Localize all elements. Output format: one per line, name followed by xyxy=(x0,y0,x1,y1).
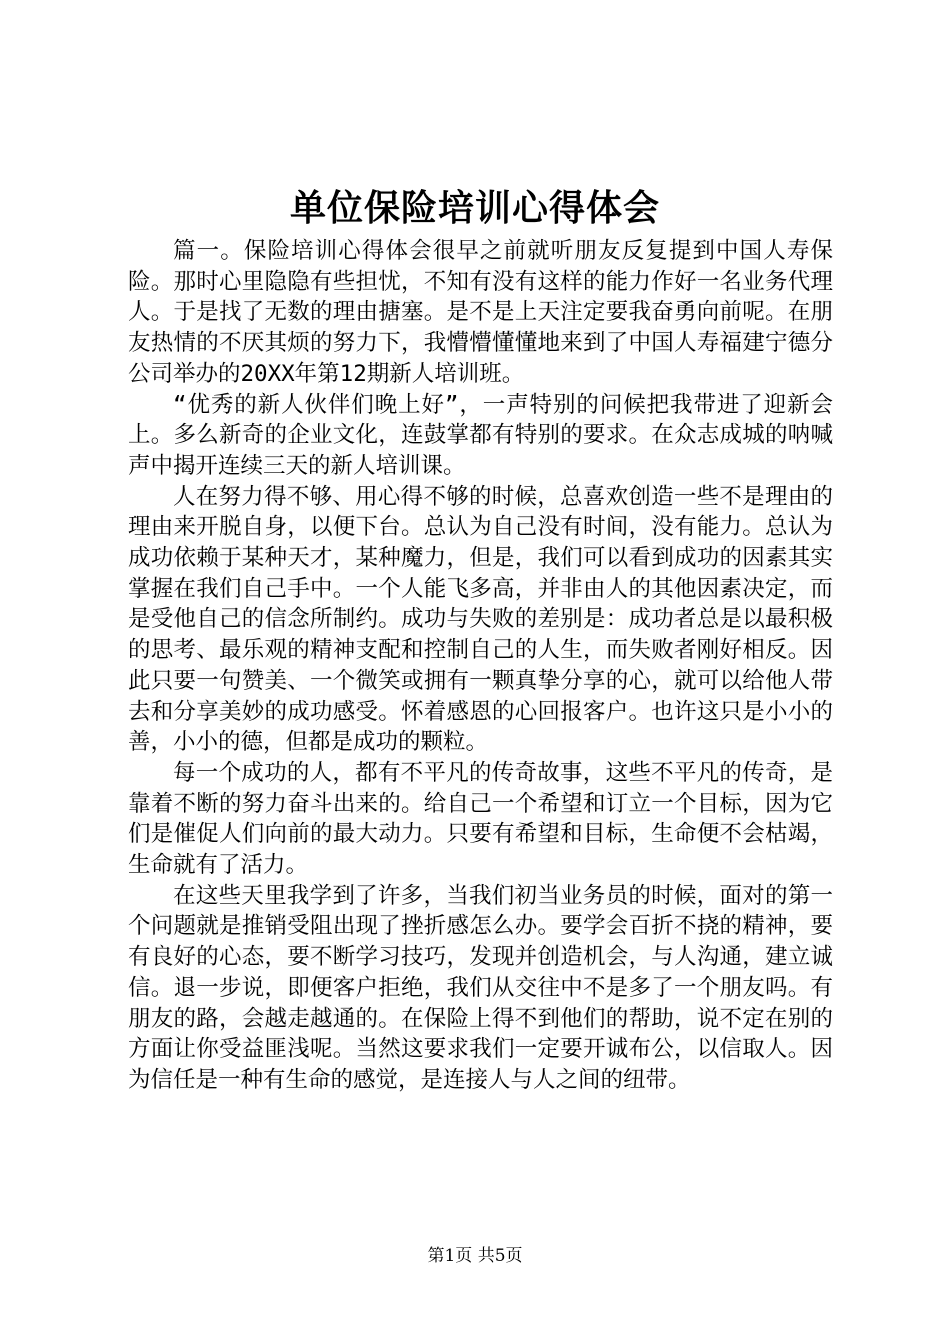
paragraph-1: 篇一。保险培训心得体会很早之前就听朋友反复提到中国人寿保险。那时心里隐隐有些担忧，不知有没有这样的能力作好一名业务代理人。于是找了无数的理由搪塞。是不是上天注定要我奋勇向前呢。在朋友热情的不厌其烦的努力下，我懵懵懂懂地来到了中国人寿福建宁德分公司举办的20XX年第12期新人培训班。 xyxy=(128,238,833,387)
paragraph-4: 每一个成功的人，都有不平凡的传奇故事，这些不平凡的传奇，是靠着不断的努力奋斗出来的。给自己一个希望和订立一个目标，因为它们是催促人们向前的最大动力。只要有希望和目标，生命便不会枯竭，生命就有了活力。 xyxy=(128,759,833,879)
document-title: 单位保险培训心得体会 xyxy=(289,187,660,229)
paragraph-5: 在这些天里我学到了许多，当我们初当业务员的时候，面对的第一个问题就是推销受阻出现了挫折感怎么办。要学会百折不挠的精神，要有良好的心态，要不断学习技巧，发现并创造机会，与人沟通，建立诚信。退一步说，即便客户拒绝，我们从交往中不是多了一个朋友吗。有朋友的路，会越走越通的。在保险上得不到他们的帮助，说不定在别的方面让你受益匪浅呢。当然这要求我们一定要开诚布公，以信取人。因为信任是一种有生命的感觉，是连接人与人之间的纽带。 xyxy=(128,882,833,1093)
paragraph-2: “优秀的新人伙伴们晚上好”，一声特别的问候把我带进了迎新会上。多么新奇的企业文化，连鼓掌都有特别的要求。在众志成城的呐喊声中揭开连续三天的新人培训课。 xyxy=(128,391,833,479)
page-number-footer: 第1页 共5页 xyxy=(427,1246,523,1266)
document-body xyxy=(128,236,833,1096)
paragraph-3: 人在努力得不够、用心得不够的时候，总喜欢创造一些不是理由的理由来开脱自身，以便下台。总认为自己没有时间，没有能力。总认为成功依赖于某种天才，某种魔力，但是，我们可以看到成功的因素其实掌握在我们自己手中。一个人能飞多高，并非由人的其他因素决定，而是受他自己的信念所制约。成功与失败的差别是：成功者总是以最积极的思考、最乐观的精神支配和控制自己的人生，而失败者刚好相反。因此只要一句赞美、一个微笑或拥有一颗真挚分享的心，就可以给他人带去和分享美妙的成功感受。怀着感恩的心回报客户。也许这只是小小的善，小小的德，但都是成功的颗粒。 xyxy=(128,483,833,756)
